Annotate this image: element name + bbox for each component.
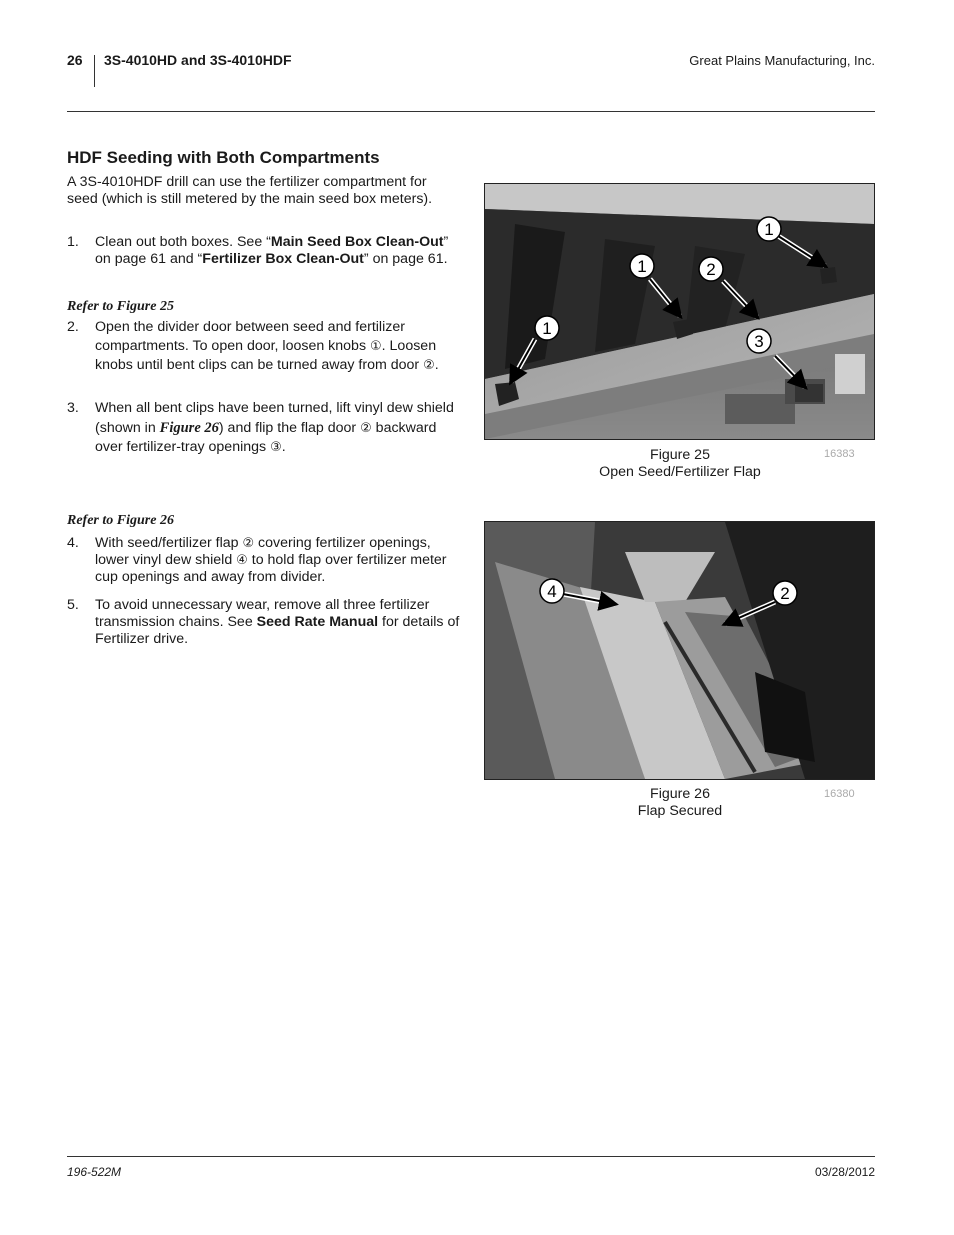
figure-25-photo [484,183,875,440]
figure-25-illustration [485,184,874,439]
callout-marker [757,217,781,241]
header-divider [94,55,95,87]
callout-marker [773,581,797,605]
callout-label: 1 [637,257,647,276]
callout-label: 2 [780,584,790,603]
step-text: Clean out both boxes. See “Main Seed Box Clean-Out” on page 61 and “Fertilizer Box Clean-Out” on page 61. [95,234,449,267]
page-number: 26 [67,52,83,68]
step-1 [67,234,462,268]
figure-26-illustration [485,522,874,779]
step-text: With seed/fertilizer flap ② covering fertilizer openings, lower vinyl dew shield ④ to hold flap over fertilizer meter cup openings and away from divider. [95,535,447,585]
image-id: 16383 [824,448,855,460]
image-id: 16380 [824,788,855,800]
callout-label: 3 [754,332,764,351]
callout-label: 1 [764,220,774,239]
cross-reference-link[interactable]: Fertilizer Box Clean-Out [202,251,364,267]
callout-marker [699,257,723,281]
step-2 [67,318,462,376]
figure-title: Open Seed/Fertilizer Flap [599,464,761,480]
step-number: 4. [67,535,79,551]
step-5 [67,597,462,648]
callout-marker [540,579,564,603]
step-text: Open the divider door between seed and fertilizer compartments. To open door, loosen knobs ①. Loosen knobs until bent clips can be turned away from door ②. [95,319,439,373]
step-3 [67,399,462,458]
figure-number: Figure 26 [650,786,710,802]
step-text: When all bent clips have been turned, lift vinyl dew shield (shown in Figure 26) and flip the flap door ② backward over fertilizer-tray openings ③. [95,400,454,455]
callout-label: 1 [542,319,552,338]
document-number: 196-522M [67,1165,122,1179]
intro-paragraph: A 3S-4010HDF drill can use the fertilizer compartment for seed (which is still metered by the main seed box meters). [67,174,433,207]
callout-label: 2 [706,260,716,279]
figure-26-photo [484,521,875,780]
callout-marker [747,329,771,353]
cross-reference-link[interactable]: Main Seed Box Clean-Out [270,234,444,250]
callout-marker [535,316,559,340]
refer-figure-26: Refer to Figure 26 [67,513,174,528]
step-number: 5. [67,597,79,613]
refer-figure-25: Refer to Figure 25 [67,299,174,314]
figure-number: Figure 25 [650,447,710,463]
manual-reference: Seed Rate Manual [256,614,379,630]
step-number: 1. [67,234,79,250]
footer-rule [67,1156,875,1157]
header-rule [67,111,875,112]
step-number: 3. [67,400,79,416]
document-date: 03/28/2012 [814,1165,875,1179]
callout-label: 4 [547,582,557,601]
callout-marker [630,254,654,278]
document-title: 3S-4010HD and 3S-4010HDF [104,52,292,68]
step-4 [67,535,462,586]
section-heading: HDF Seeding with Both Compartments [67,148,380,167]
step-number: 2. [67,319,79,335]
company-name: Great Plains Manufacturing, Inc. [689,53,875,68]
figure-25-caption [485,447,875,481]
figure-reference[interactable]: Figure 26 [159,419,219,436]
figure-26-caption [485,786,875,820]
figure-title: Flap Secured [637,803,723,819]
step-text: To avoid unnecessary wear, remove all three fertilizer transmission chains. See Seed Rate Manual for details of Fertilizer drive. [95,597,460,647]
